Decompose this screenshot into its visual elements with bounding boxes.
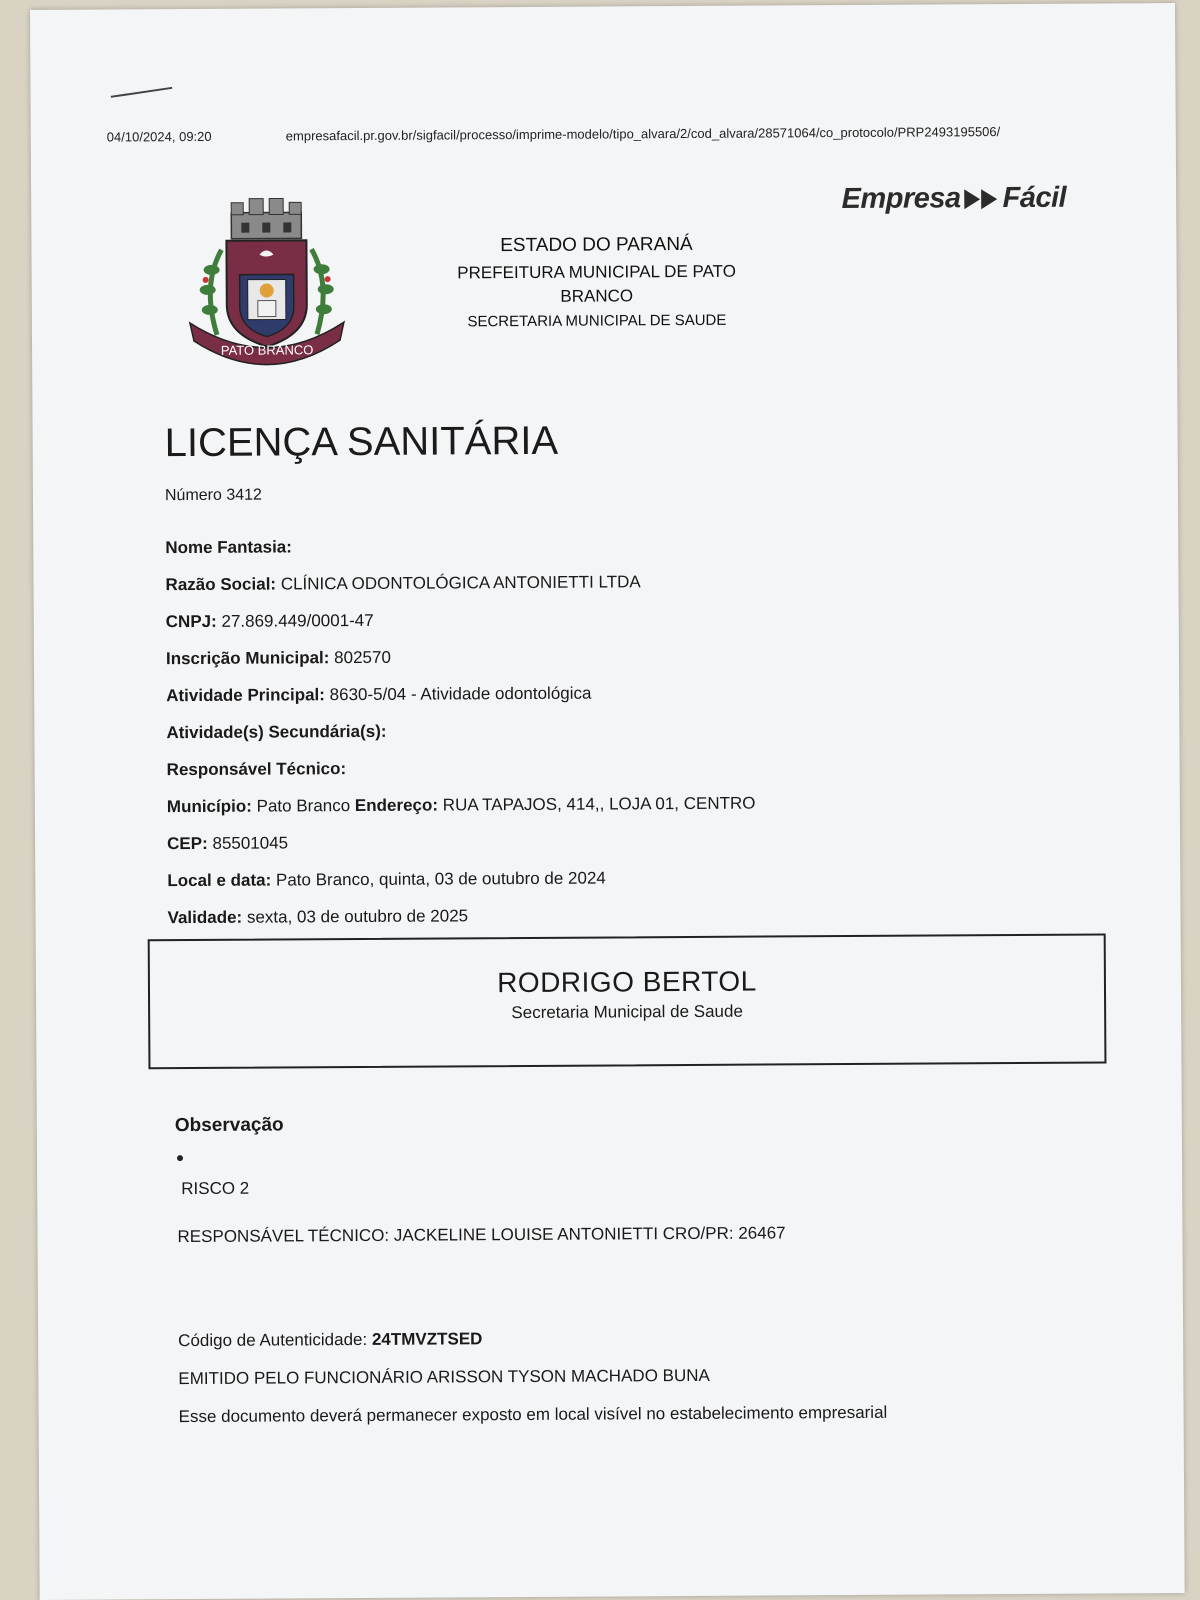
field-cnpj	[166, 605, 1066, 647]
print-datetime: 04/10/2024, 09:20	[106, 128, 212, 145]
signer-name: RODRIGO BERTOL	[497, 965, 757, 999]
field-value: 8630-5/04 - Atividade odontológica	[329, 683, 592, 705]
field-label: CNPJ:	[165, 611, 217, 632]
government-header	[436, 234, 757, 331]
field-value: 27.869.449/0001-47	[221, 610, 374, 631]
pato-branco-crest	[181, 194, 352, 370]
brand-text-2: Fácil	[1002, 181, 1067, 215]
field-label: Endereço:	[354, 795, 439, 816]
field-value: 802570	[334, 647, 391, 668]
field-razao-social	[165, 568, 1065, 610]
field-label: Município:	[166, 796, 252, 817]
field-nome-fantasia	[165, 531, 1065, 573]
risk-level: RISCO 2	[181, 1178, 250, 1199]
signature-box	[148, 933, 1107, 1069]
brand-text-1: Empresa	[841, 182, 961, 216]
field-responsavel-tecnico	[167, 753, 1067, 795]
field-local-data	[167, 864, 1067, 906]
document-title: LICENÇA SANITÁRIA	[164, 418, 559, 466]
field-label: Razão Social:	[165, 574, 277, 595]
field-label: Atividade Principal:	[166, 685, 325, 706]
field-inscricao-municipal	[166, 642, 1066, 684]
double-arrow-icon	[965, 187, 999, 211]
bleed-through	[331, 158, 336, 179]
license-number: Número 3412	[164, 486, 262, 505]
field-value: Pato Branco, quinta, 03 de outubro de 2024	[275, 868, 606, 890]
department-name: SECRETARIA MUNICIPAL DE SAUDE	[467, 311, 727, 331]
auth-code: 24TMVZTSED	[371, 1329, 483, 1349]
field-municipio-endereco	[167, 790, 1067, 832]
field-label: Responsável Técnico:	[166, 759, 347, 780]
field-atividade-principal	[166, 679, 1066, 721]
field-atividades-secundarias	[166, 716, 1066, 758]
crest-ribbon-text: PATO BRANCO	[220, 342, 314, 358]
display-notice: Esse documento deverá permanecer exposto em local visível no estabelecimento empresarial	[178, 1402, 888, 1427]
field-value: 85501045	[212, 833, 289, 853]
authenticity-code	[178, 1329, 482, 1351]
observation-title: Observação	[174, 1114, 284, 1137]
bullet-icon	[177, 1155, 183, 1161]
technical-responsible: RESPONSÁVEL TÉCNICO: JACKELINE LOUISE ANTONIETTI CRO/PR: 26467	[177, 1223, 786, 1247]
field-value: RUA TAPAJOS, 414,, LOJA 01, CENTRO	[442, 793, 756, 815]
field-value: Pato Branco	[256, 796, 351, 816]
print-url: empresafacil.pr.gov.br/sigfacil/processo/imprime-modelo/tipo_alvara/2/cod_alvara/28571064/co_protocolo/PRP2493195506/	[285, 124, 1001, 144]
field-value: sexta, 03 de outubro de 2025	[246, 906, 469, 927]
field-cep	[167, 827, 1067, 869]
issued-by: EMITIDO PELO FUNCIONÁRIO ARISSON TYSON MACHADO BUNA	[178, 1365, 710, 1389]
field-value: CLÍNICA ODONTOLÓGICA ANTONIETTI LTDA	[280, 572, 641, 594]
city-hall-line1: PREFEITURA MUNICIPAL DE PATO	[457, 261, 736, 283]
field-label: Validade:	[167, 907, 243, 928]
empresa-facil-logo	[841, 182, 1066, 216]
field-label: Inscrição Municipal:	[165, 648, 330, 669]
field-label: Atividade(s) Secundária(s):	[166, 721, 387, 743]
field-label: Nome Fantasia:	[165, 537, 292, 558]
field-label: CEP:	[167, 833, 208, 854]
city-hall-line2: BRANCO	[560, 286, 634, 306]
state-name: ESTADO DO PARANÁ	[500, 233, 693, 257]
document-page	[30, 3, 1185, 1600]
field-label: Local e data:	[167, 870, 272, 891]
signer-role: Secretaria Municipal de Saude	[511, 1001, 743, 1023]
pen-mark	[111, 87, 173, 98]
license-fields	[165, 531, 1067, 943]
auth-label: Código de Autenticidade:	[178, 1329, 368, 1351]
